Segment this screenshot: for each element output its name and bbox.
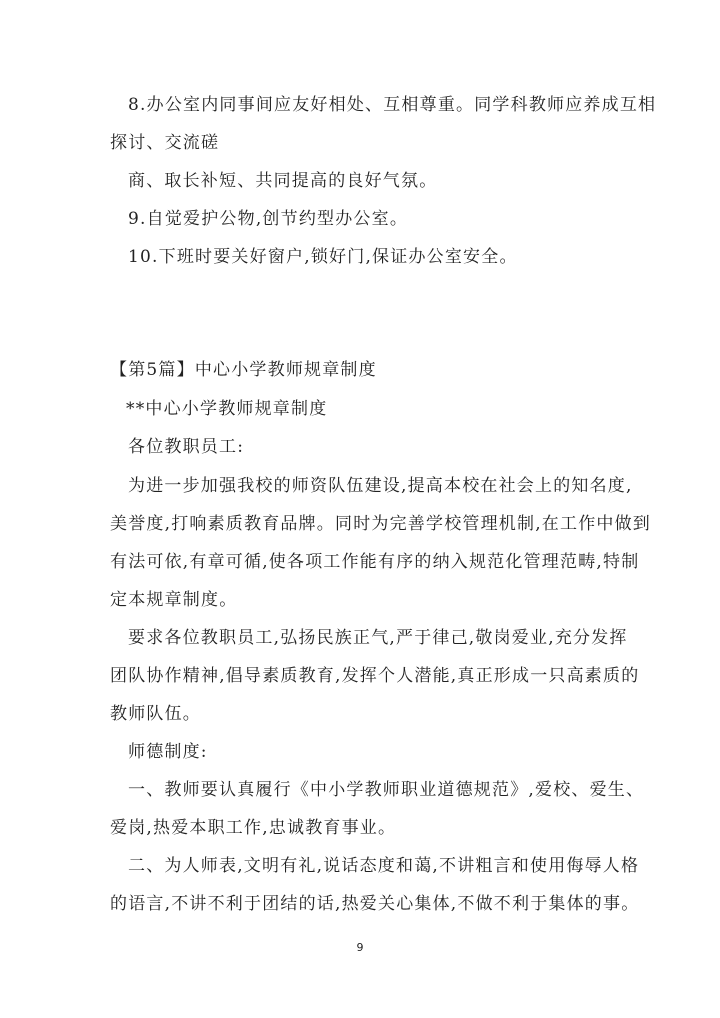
section-heading: 【第5篇】中心小学教师规章制度: [110, 360, 377, 380]
paragraph-1-line-1: 为进一步加强我校的师资队伍建设,提高本校在社会上的知名度,: [128, 476, 633, 496]
text-line-rule-10: 10.下班时要关好窗户,锁好门,保证办公室安全。: [128, 247, 518, 267]
ethics-rule-2-line-1: 二、为人师表,文明有礼,说话态度和蔼,不讲粗言和使用侮辱人格: [128, 856, 640, 876]
ethics-rule-1-line-1: 一、教师要认真履行《中小学教师职业道德规范》,爱校、爱生、: [128, 780, 645, 800]
paragraph-2-line-1: 要求各位教职员工,弘扬民族正气,严于律己,敬岗爱业,充分发挥: [128, 628, 628, 648]
paragraph-2-line-3: 教师队伍。: [110, 704, 201, 724]
paragraph-2-line-2: 团队协作精神,倡导素质教育,发挥个人潜能,真正形成一只高素质的: [110, 666, 640, 686]
subheading-ethics: 师德制度:: [128, 742, 208, 762]
text-line-rule-8-cont-2: 商、取长补短、共同提高的良好气氛。: [128, 171, 438, 191]
paragraph-1-line-2: 美誉度,打响素质教育品牌。同时为完善学校管理机制,在工作中做到: [110, 514, 652, 534]
page-number: 9: [356, 941, 364, 954]
ethics-rule-1-line-2: 爱岗,热爱本职工作,忠诚教育事业。: [110, 818, 397, 838]
paragraph-1-line-3: 有法可依,有章可循,使各项工作能有序的纳入规范化管理范畴,特制: [110, 552, 640, 572]
text-line-rule-8-cont-1: 探讨、交流磋: [110, 133, 220, 153]
paragraph-1-line-4: 定本规章制度。: [110, 590, 238, 610]
text-line-rule-8: 8.办公室内同事间应友好相处、互相尊重。同学科教师应养成互相: [128, 95, 657, 115]
ethics-rule-2-line-2: 的语言,不讲不利于团结的话,热爱关心集体,不做不利于集体的事。: [110, 894, 640, 914]
document-title: **中心小学教师规章制度: [126, 399, 328, 419]
salutation: 各位教职员工:: [128, 437, 245, 457]
text-line-rule-9: 9.自觉爱护公物,创节约型办公室。: [128, 209, 409, 229]
